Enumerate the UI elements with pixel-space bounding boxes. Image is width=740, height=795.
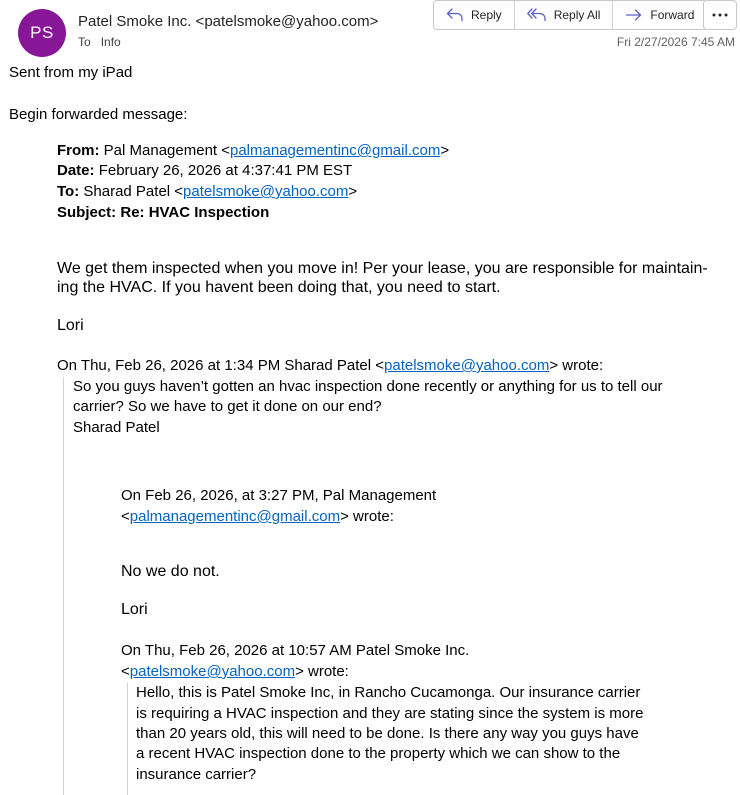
sender-avatar[interactable]: PS — [18, 9, 66, 57]
quote1-bar — [63, 377, 64, 795]
reply1-line1: We get them inspected when you move in! Per your lease, you are responsible for maintain- — [57, 260, 708, 277]
more-actions-button[interactable] — [703, 0, 737, 30]
reply1-signature: Lori — [57, 317, 84, 334]
quote2-signature: Lori — [121, 601, 148, 618]
quote2-header-lt: < — [121, 508, 130, 525]
fwd-from-name: Pal Management < — [103, 142, 230, 159]
fwd-to-label: To: — [57, 183, 80, 200]
fwd-to-email-link[interactable]: patelsmoke@yahoo.com — [183, 183, 349, 200]
quote3-header-line2 — [121, 663, 349, 680]
fwd-date-value: February 26, 2026 at 4:37:41 PM EST — [98, 162, 353, 179]
forward-label: Forward — [650, 8, 695, 22]
forward-icon — [625, 8, 643, 22]
to-label: To — [78, 35, 91, 49]
quote1-line3: Sharad Patel — [73, 419, 160, 436]
fwd-to-line — [57, 183, 357, 200]
fwd-subject-label: Subject: — [57, 204, 117, 221]
quote3-header-post: > wrote: — [295, 663, 349, 680]
quote2-message: No we do not. — [121, 563, 220, 580]
recipient-line — [78, 35, 121, 49]
reply-icon — [446, 8, 464, 22]
fwd-from-label: From: — [57, 142, 100, 159]
recipient-name[interactable]: Info — [100, 35, 121, 49]
quote3-line5: insurance carrier? — [136, 766, 257, 783]
quote3-line1: Hello, this is Patel Smoke Inc, in Rancho Cucamonga. Our insurance carrier — [136, 684, 641, 701]
message-date: Fri 2/27/2026 7:45 AM — [616, 35, 735, 49]
fwd-to-name: Sharad Patel < — [83, 183, 184, 200]
fwd-date-label: Date: — [57, 162, 95, 179]
quote3-line3: than 20 years old, this will need to be done. Is there any way you guys have — [136, 725, 639, 742]
forward-button[interactable] — [613, 1, 706, 29]
quote3-line4: a recent HVAC inspection done to the property which we can show to the — [136, 745, 621, 762]
fwd-from-close: > — [440, 142, 450, 159]
begin-forwarded-line: Begin forwarded message: — [9, 106, 188, 123]
quote1-header — [57, 357, 603, 374]
sent-from-line: Sent from my iPad — [9, 64, 133, 81]
quote1-email-link[interactable]: patelsmoke@yahoo.com — [384, 357, 550, 374]
quote1-line2: carrier? So we have to get it done on our end? — [73, 398, 382, 415]
quote3-email-link[interactable]: patelsmoke@yahoo.com — [129, 663, 296, 680]
reply-all-label: Reply All — [553, 8, 601, 22]
reply1-line2: ing the HVAC. If you havent been doing that, you need to start. — [57, 279, 501, 296]
more-icon — [712, 13, 728, 17]
message-header — [0, 0, 740, 62]
quote2-header-line2 — [121, 508, 394, 525]
fwd-from-line — [57, 142, 449, 159]
quote1-header-post: > wrote: — [549, 357, 604, 374]
quote2-header-post: > wrote: — [340, 508, 394, 525]
reply-label: Reply — [471, 8, 502, 22]
fwd-subject-line — [57, 204, 269, 221]
quote2-header-line1: On Feb 26, 2026, at 3:27 PM, Pal Management — [121, 487, 437, 504]
sender-name[interactable]: Patel Smoke Inc. <patelsmoke@yahoo.com> — [78, 13, 379, 30]
fwd-from-email-link[interactable]: palmanagementinc@gmail.com — [230, 142, 441, 159]
reply-all-button[interactable] — [515, 1, 614, 29]
quote3-header-lt: < — [121, 663, 130, 680]
fwd-subject-value: Re: HVAC Inspection — [120, 204, 270, 221]
reply-button[interactable] — [434, 1, 515, 29]
quote3-bar — [127, 683, 128, 795]
quote2-email-link[interactable]: palmanagementinc@gmail.com — [129, 508, 341, 525]
fwd-to-close: > — [348, 183, 358, 200]
fwd-date-line — [57, 162, 352, 179]
quote1-header-pre: On Thu, Feb 26, 2026 at 1:34 PM Sharad Patel < — [57, 357, 385, 374]
reply-all-icon — [527, 8, 547, 22]
quote1-line1: So you guys haven’t gotten an hvac inspection done recently or anything for us to tell our — [73, 378, 663, 395]
quote3-header-line1: On Thu, Feb 26, 2026 at 10:57 AM Patel Smoke Inc. — [121, 642, 470, 659]
quote3-line2: is requiring a HVAC inspection and they are stating since the system is more — [136, 705, 644, 722]
reply-actions — [433, 0, 707, 30]
